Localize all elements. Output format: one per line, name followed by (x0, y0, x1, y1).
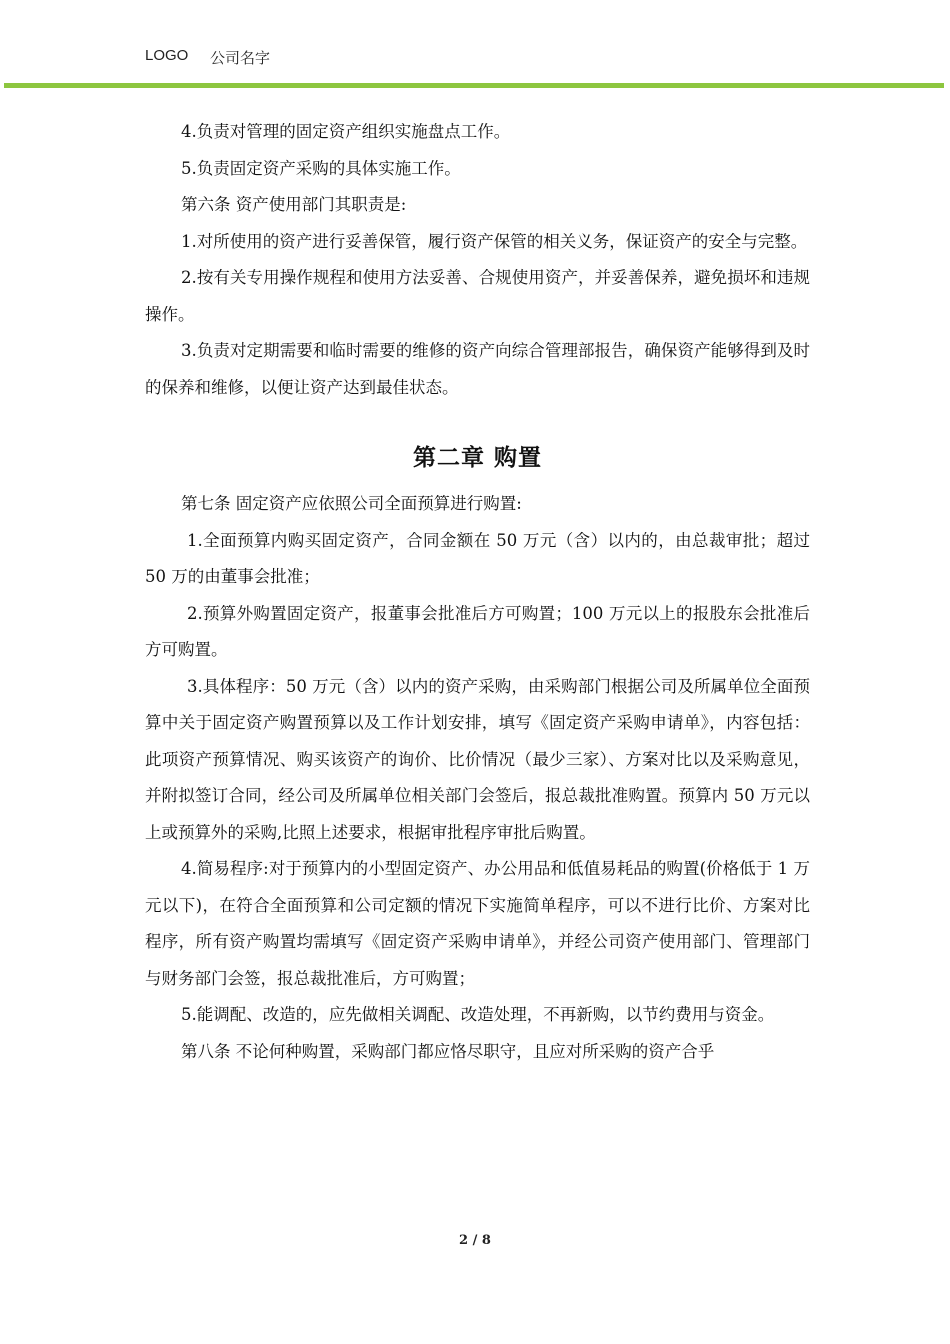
paragraph-article7-item-2: 2.预算外购置固定资产，报董事会批准后方可购置；100 万元以上的报股东会批准后方可购置。 (145, 603, 810, 659)
paragraph-item-5: 5.负责固定资产采购的具体实施工作。 (181, 158, 461, 178)
paragraph-article7-item-1: 1.全面预算内购买固定资产，合同金额在 50 万元（含）以内的，由总裁审批；超过 50 万的由董事会批准； (145, 530, 810, 586)
paragraph-article6-item-3: 3.负责对定期需要和临时需要的维修的资产向综合管理部报告，确保资产能够得到及时的保养和维修，以便让资产达到最佳状态。 (145, 341, 810, 397)
paragraph-article7-item-5: 5.能调配、改造的，应先做相关调配、改造处理，不再新购，以节约费用与资金。 (181, 1005, 775, 1024)
article-8-heading: 第八条 不论何种购置，采购部门都应恪尽职守，且应对所采购的资产合乎 (181, 1041, 715, 1061)
paragraph-article7-item-4: 4.简易程序:对于预算内的小型固定资产、办公用品和低值易耗品的购置(价格低于 1 万元以下)，在符合全面预算和公司定额的情况下实施简单程序，可以不进行比价、方案对比程序，所有资产购置均需填写《固定资产采购申请单》，并经公司资产使用部门、管理部门与财务部门会签，报总裁批准后，方可购置； (145, 859, 810, 988)
page-header (0, 0, 950, 90)
paragraph-article7-item-3: 3.具体程序：50 万元（含）以内的资产采购，由采购部门根据公司及所属单位全面预算中关于固定资产购置预算以及工作计划安排，填写《固定资产采购申请单》，内容包括：此项资产预算情况、购买该资产的询价、比价情况（最少三家）、方案对比以及采购意见，并附拟签订合同，经公司及所属单位相关部门会签后，报总裁批准购置。预算内 50 万元以上或预算外的采购,比照上述要求，根据审批程序审批后购置。 (145, 676, 810, 842)
header-divider (4, 83, 944, 88)
article-6-heading: 第六条 资产使用部门其职责是: (181, 195, 407, 214)
article-7-heading: 第七条 固定资产应依照公司全面预算进行购置: (181, 494, 522, 513)
paragraph-article6-item-2: 2.按有关专用操作规程和使用方法妥善、合规使用资产，并妥善保养，避免损坏和违规操作。 (145, 268, 810, 324)
chapter-title: 第二章 购置 (412, 444, 542, 471)
logo-text: LOGO (145, 47, 189, 64)
paragraph-item-4: 4.负责对管理的固定资产组织实施盘点工作。 (181, 122, 511, 141)
document-body (145, 114, 810, 1070)
paragraph-article6-item-1: 1.对所使用的资产进行妥善保管，履行资产保管的相关义务，保证资产的安全与完整。 (181, 231, 808, 251)
page-number: 2 / 8 (459, 1233, 491, 1248)
company-name: 公司名字 (210, 49, 271, 67)
